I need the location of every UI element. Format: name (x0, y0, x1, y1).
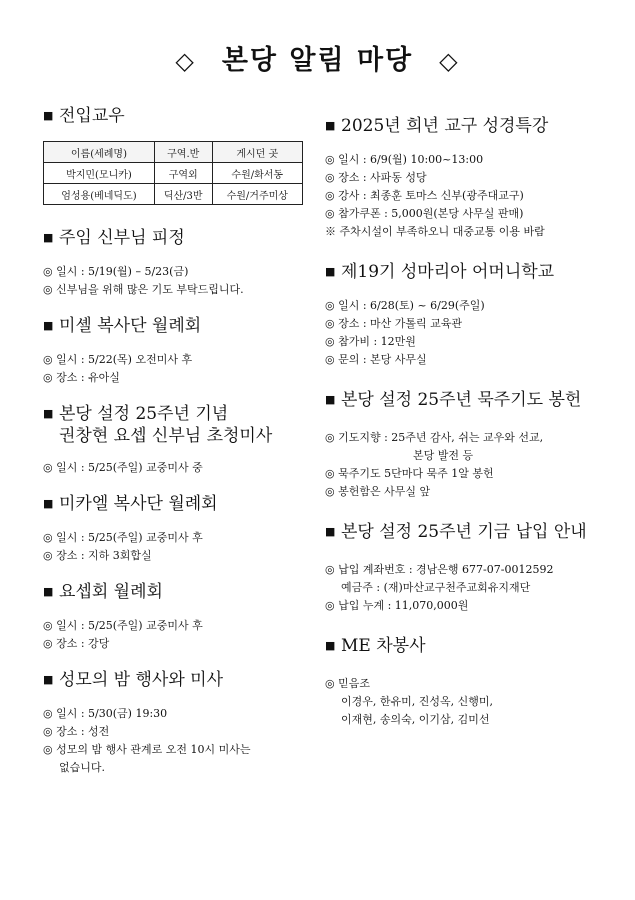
section-fund-payment (325, 521, 597, 615)
table-cell: 구역외 (154, 163, 212, 184)
square-bullet-icon: ■ (325, 119, 336, 132)
section-title: ■ 성모의 밤 행사와 미사 (43, 670, 224, 690)
info-line: 예금주 : (재)마산교구천주교회유지재단 (341, 581, 531, 594)
page-title (0, 38, 635, 77)
section-title: ■ 주임 신부님 피정 (43, 228, 185, 248)
section-title: ■ 미카엘 복사단 월례회 (43, 494, 218, 514)
info-line: ◎ 일시 : 5/25(주일) 교중미사 후 (43, 619, 203, 632)
info-line: ◎ 문의 : 본당 사무실 (325, 353, 427, 366)
section-title: ■ 본당 설정 25주년 기금 납입 안내 (325, 522, 587, 542)
square-bullet-icon: ■ (43, 231, 54, 244)
left-column (43, 105, 305, 793)
square-bullet-icon: ■ (325, 639, 336, 652)
info-line: ◎ 장소 : 사파동 성당 (325, 171, 427, 184)
page-title-text: 본당 알림 마당 (221, 45, 414, 76)
section-title: ■ 미셸 복사단 월례회 (43, 316, 202, 336)
square-bullet-icon: ■ (43, 319, 54, 332)
info-line: ◎ 장소 : 마산 가톨릭 교육관 (325, 317, 463, 330)
info-line: ◎ 묵주기도 5단마다 묵주 1알 봉헌 (325, 467, 494, 480)
info-line: ◎ 장소 : 강당 (43, 637, 110, 650)
right-column (325, 105, 597, 745)
info-line: ◎ 성모의 밤 행사 관계로 오전 10시 미사는 (43, 743, 251, 756)
section-me-tea-service (325, 635, 597, 729)
square-bullet-icon: ■ (43, 585, 54, 598)
section-mary-night (43, 669, 305, 777)
section-title: ■ 본당 설정 25주년 묵주기도 봉헌 (325, 390, 582, 410)
info-line: 이재현, 송의숙, 이기삼, 김미선 (341, 713, 490, 726)
square-bullet-icon: ■ (43, 109, 54, 122)
square-bullet-icon: ■ (325, 525, 336, 538)
info-line: ◎ 기도지향 : 25주년 감사, 쉬는 교우와 선교, (325, 431, 544, 444)
section-title: ■ 본당 설정 25주년 기념 권창현 요셉 신부님 초청미사 (43, 404, 273, 446)
info-line: ◎ 믿음조 (325, 677, 370, 690)
section-joseph-society (43, 581, 305, 653)
info-line: ◎ 일시 : 5/19(월) – 5/23(금) (43, 265, 189, 278)
info-line: ◎ 납입 계좌번호 : 경남은행 677-07-0012592 (325, 563, 554, 576)
section-bible-lecture (325, 115, 597, 241)
square-bullet-icon: ■ (325, 393, 336, 406)
info-line: ※ 주차시설이 부족하오니 대중교통 이용 바람 (325, 225, 545, 238)
section-title: ■ 제19기 성마리아 어머니학교 (325, 262, 555, 282)
section-title: ■ 요셉회 월례회 (43, 582, 163, 602)
section-michelle-altar-servers (43, 315, 305, 387)
info-line: 이경우, 한유미, 진성옥, 신행미, (341, 695, 493, 708)
section-pastor-retreat (43, 227, 305, 299)
table-cell: 엄성용(베네딕도) (44, 184, 155, 205)
info-line: ◎ 참가비 : 12만원 (325, 335, 416, 348)
info-line: ◎ 일시 : 5/25(주일) 교중미사 후 (43, 531, 203, 544)
info-line: ◎ 봉헌함은 사무실 앞 (325, 485, 431, 498)
info-line: ◎ 일시 : 5/30(금) 19:30 (43, 707, 168, 720)
square-bullet-icon: ■ (43, 407, 54, 420)
table-header-row (44, 142, 303, 163)
table-cell: 딕산/3반 (154, 184, 212, 205)
info-line: ◎ 강사 : 최종훈 토마스 신부(광주대교구) (325, 189, 524, 202)
section-title: ■ ME 차봉사 (325, 636, 426, 656)
table-row (44, 184, 303, 205)
section-title: ■ 2025년 희년 교구 성경특강 (325, 116, 549, 136)
info-line: ◎ 일시 : 6/9(월) 10:00~13:00 (325, 153, 484, 166)
section-michael-altar-servers (43, 493, 305, 565)
info-line: 본당 발전 등 (413, 449, 474, 462)
table-cell: 수원/화서동 (212, 163, 302, 184)
table-cell: 수원/거주미상 (212, 184, 302, 205)
info-line: ◎ 참가쿠폰 : 5,000원(본당 사무실 판매) (325, 207, 524, 220)
table-header-cell: 구역.반 (154, 142, 212, 163)
square-bullet-icon: ■ (43, 497, 54, 510)
section-title: ■ 전입교우 (43, 106, 125, 126)
info-line: ◎ 납입 누계 : 11,070,000원 (325, 599, 469, 612)
section-rosary-offering (325, 389, 597, 501)
section-anniversary-mass (43, 403, 305, 477)
table-header-cell: 게시던 곳 (212, 142, 302, 163)
info-line: ◎ 장소 : 지하 3회합실 (43, 549, 152, 562)
info-line: ◎ 장소 : 유아실 (43, 371, 120, 384)
transfer-table (43, 141, 303, 205)
section-mother-school (325, 261, 597, 369)
diamond-right-icon: ◇ (439, 47, 460, 75)
section-transfer (43, 105, 305, 205)
table-row (44, 163, 303, 184)
info-line: ◎ 일시 : 5/25(주일) 교중미사 중 (43, 461, 203, 474)
info-line: ◎ 일시 : 6/28(토) ~ 6/29(주일) (325, 299, 485, 312)
table-cell: 박지민(모니카) (44, 163, 155, 184)
diamond-left-icon: ◇ (175, 47, 196, 75)
table-header-cell: 이름(세례명) (44, 142, 155, 163)
square-bullet-icon: ■ (43, 673, 54, 686)
info-line: ◎ 장소 : 성전 (43, 725, 110, 738)
info-line: ◎ 일시 : 5/22(목) 오전미사 후 (43, 353, 193, 366)
info-line: 없습니다. (59, 761, 106, 774)
info-line: ◎ 신부님을 위해 많은 기도 부탁드립니다. (43, 283, 244, 296)
square-bullet-icon: ■ (325, 265, 336, 278)
